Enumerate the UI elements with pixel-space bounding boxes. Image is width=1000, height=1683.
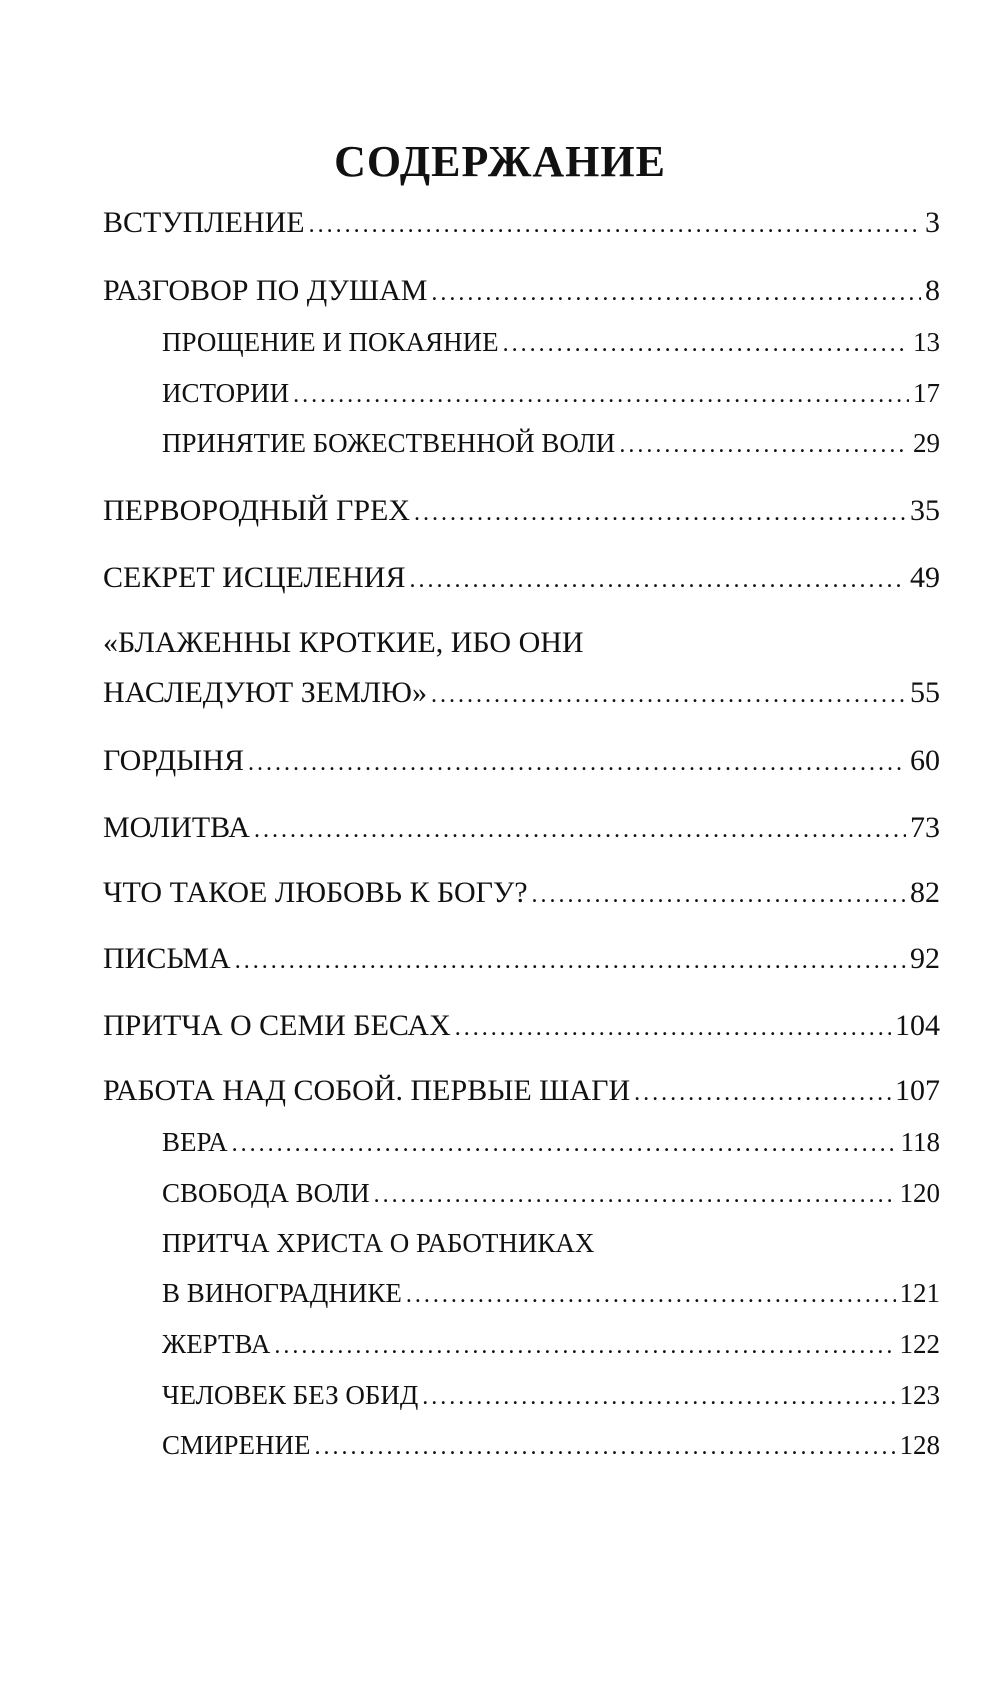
dot-leader bbox=[309, 212, 921, 239]
dot-leader bbox=[235, 948, 906, 975]
toc-entry-label: ЖЕРТВА bbox=[162, 1329, 271, 1359]
toc-entry-label: ВЕРА bbox=[162, 1127, 228, 1157]
toc-entry-label: РАЗГОВОР ПО ДУШАМ bbox=[103, 274, 428, 307]
toc-entry-label: ПЕРВОРОДНЫЙ ГРЕХ bbox=[103, 494, 411, 527]
toc-entry-free-will[interactable] bbox=[162, 1178, 940, 1209]
dot-leader bbox=[274, 1333, 895, 1360]
toc-entry-original-sin[interactable] bbox=[103, 494, 940, 528]
toc-entry-sacrifice[interactable] bbox=[162, 1329, 940, 1360]
toc-entry-label: РАБОТА НАД СОБОЙ. ПЕРВЫЕ ШАГИ bbox=[103, 1074, 631, 1107]
toc-entry-label-line1[interactable]: ПРИТЧА ХРИСТА О РАБОТНИКАХ bbox=[162, 1228, 595, 1258]
toc-entry-label: В ВИНОГРАДНИКЕ bbox=[162, 1278, 402, 1308]
toc-page-number: 104 bbox=[895, 1009, 940, 1042]
dot-leader bbox=[634, 1080, 891, 1107]
toc-entry-label: СМИРЕНИЕ bbox=[162, 1430, 311, 1460]
toc-page-number: 35 bbox=[910, 494, 940, 527]
toc-page-number: 55 bbox=[910, 676, 940, 709]
toc-entry-self-work[interactable] bbox=[103, 1074, 940, 1108]
toc-entry-stories[interactable] bbox=[162, 378, 940, 409]
page-title: СОДЕРЖАНИЕ bbox=[334, 137, 666, 186]
toc-entry-label: ГОРДЫНЯ bbox=[103, 744, 244, 777]
toc-entry-blessed-meek[interactable] bbox=[103, 676, 940, 710]
dot-leader bbox=[406, 1282, 896, 1309]
toc-entry-label: СЕКРЕТ ИСЦЕЛЕНИЯ bbox=[103, 561, 406, 594]
toc-entry-humility[interactable] bbox=[162, 1430, 940, 1461]
toc-page-number: 60 bbox=[910, 744, 940, 777]
toc-page-number: 92 bbox=[910, 942, 940, 975]
toc-entry-label: МОЛИТВА bbox=[103, 811, 250, 844]
toc-entry-person-without-offense[interactable] bbox=[162, 1380, 940, 1411]
toc-entry-vineyard-workers[interactable] bbox=[162, 1278, 940, 1309]
toc-entry-label: ПИСЬМА bbox=[103, 942, 231, 975]
dot-leader bbox=[409, 567, 906, 594]
toc-entry-label: НАСЛЕДУЮТ ЗЕМЛЮ» bbox=[103, 676, 427, 709]
dot-leader bbox=[422, 1384, 895, 1411]
toc-entry-pride[interactable] bbox=[103, 744, 940, 778]
toc-entry-faith[interactable] bbox=[162, 1127, 940, 1158]
dot-leader bbox=[315, 1434, 896, 1461]
dot-leader bbox=[532, 882, 906, 909]
dot-leader bbox=[503, 331, 909, 358]
toc-entry-forgiveness[interactable] bbox=[162, 327, 940, 358]
toc-page-number: 122 bbox=[899, 1329, 940, 1359]
dot-leader bbox=[619, 432, 909, 459]
toc-page-number: 107 bbox=[895, 1074, 940, 1107]
toc-entry-introduction[interactable] bbox=[103, 206, 940, 240]
toc-entry-healing-secret[interactable] bbox=[103, 561, 940, 595]
toc-page-number: 128 bbox=[899, 1430, 940, 1460]
toc-entry-label: ПРОЩЕНИЕ И ПОКАЯНИЕ bbox=[162, 327, 499, 357]
toc-entry-prayer[interactable] bbox=[103, 811, 940, 845]
toc-entry-seven-demons[interactable] bbox=[103, 1009, 940, 1043]
toc-page-number: 121 bbox=[899, 1278, 940, 1308]
dot-leader bbox=[431, 682, 906, 709]
toc-entry-label: ИСТОРИИ bbox=[162, 378, 290, 408]
toc-page-number: 73 bbox=[910, 811, 940, 844]
toc-page-number: 8 bbox=[925, 274, 940, 307]
dot-leader bbox=[431, 280, 921, 307]
toc-entry-label: ЧЕЛОВЕК БЕЗ ОБИД bbox=[162, 1380, 419, 1410]
dot-leader bbox=[254, 817, 906, 844]
dot-leader bbox=[414, 500, 906, 527]
toc-entry-letters[interactable] bbox=[103, 942, 940, 976]
toc-page-number: 49 bbox=[910, 561, 940, 594]
toc-entry-heart-to-heart[interactable] bbox=[103, 274, 940, 308]
toc-page-number: 13 bbox=[913, 327, 940, 357]
toc-entry-label: ПРИНЯТИЕ БОЖЕСТВЕННОЙ ВОЛИ bbox=[162, 428, 616, 458]
dot-leader bbox=[455, 1015, 891, 1042]
toc-page-number: 123 bbox=[899, 1380, 940, 1410]
toc-entry-label-line1[interactable]: «БЛАЖЕННЫ КРОТКИЕ, ИБО ОНИ bbox=[103, 626, 584, 659]
toc-entry-divine-will[interactable] bbox=[162, 428, 940, 459]
dot-leader bbox=[374, 1182, 896, 1209]
dot-leader bbox=[248, 750, 906, 777]
toc-page-number: 120 bbox=[899, 1178, 940, 1208]
toc-entry-label: ПРИТЧА О СЕМИ БЕСАХ bbox=[103, 1009, 451, 1042]
toc-page-number: 118 bbox=[900, 1127, 940, 1157]
toc-entry-label: ЧТО ТАКОЕ ЛЮБОВЬ К БОГУ? bbox=[103, 876, 528, 909]
toc-page-number: 29 bbox=[913, 428, 940, 458]
dot-leader bbox=[293, 382, 909, 409]
toc-entry-label: СВОБОДА ВОЛИ bbox=[162, 1178, 370, 1208]
toc-page-number: 17 bbox=[913, 378, 940, 408]
dot-leader bbox=[232, 1131, 897, 1158]
toc-page-number: 3 bbox=[925, 206, 940, 239]
toc-entry-love-for-god[interactable] bbox=[103, 876, 940, 910]
toc-entry-label: ВСТУПЛЕНИЕ bbox=[103, 206, 305, 239]
toc-page-number: 82 bbox=[910, 876, 940, 909]
